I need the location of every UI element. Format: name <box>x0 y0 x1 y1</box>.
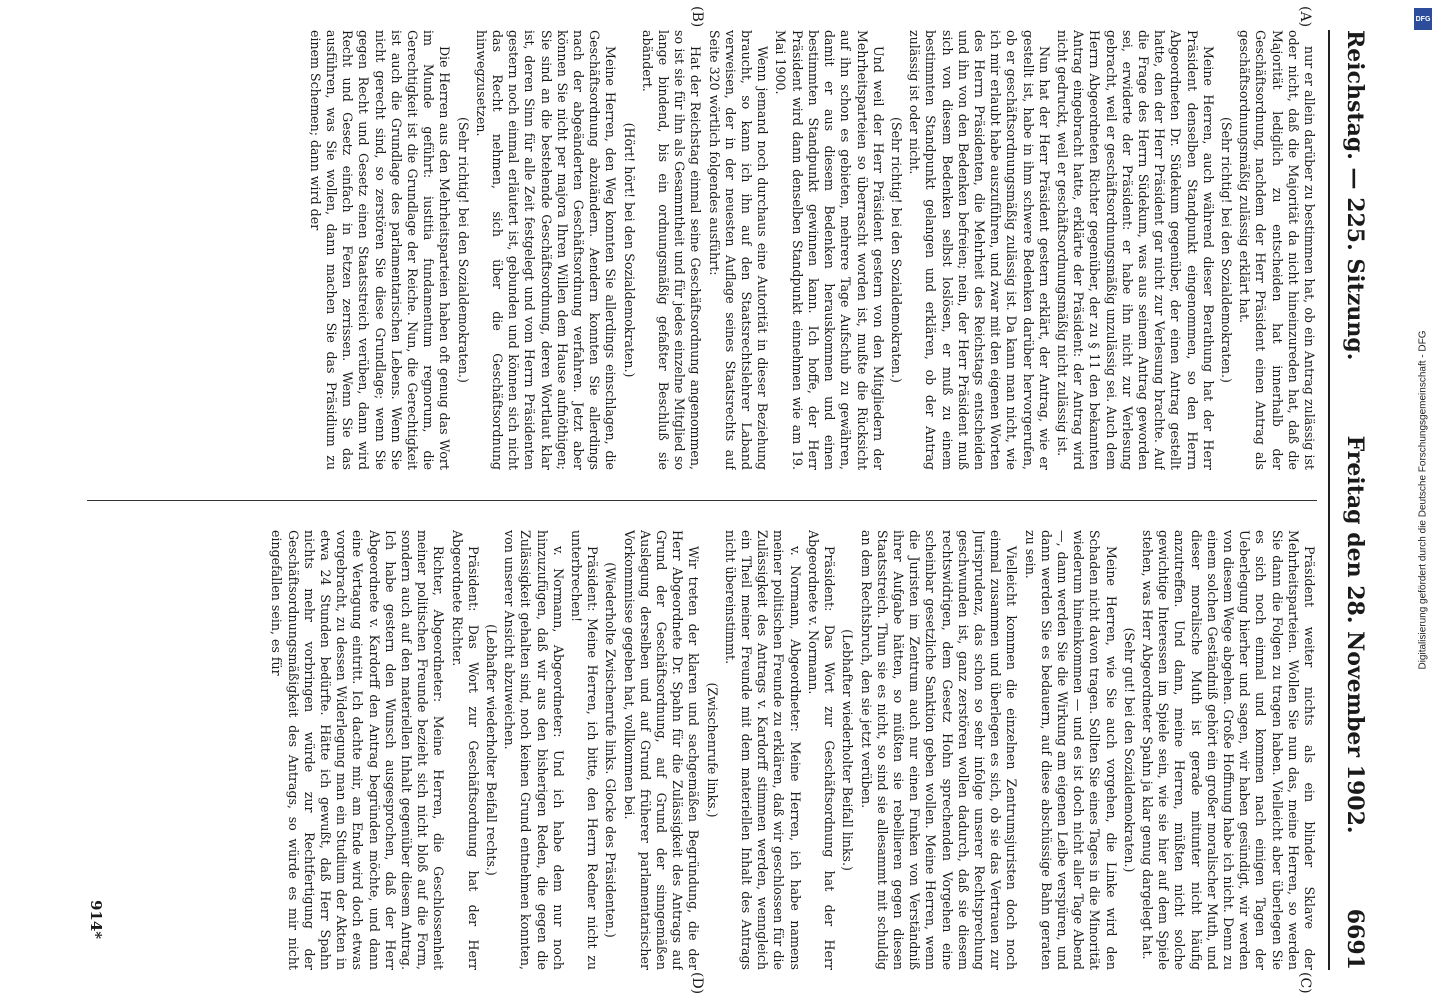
margin-marker-a: (A) <box>1297 6 1313 28</box>
header-left: Reichstag. — 225. Sitzung. <box>1342 30 1368 361</box>
left-column <box>87 30 1317 470</box>
interjection: (Sehr gut! bei den Sozialdemokraten.) <box>1121 627 1137 873</box>
paragraph: Nun hat der Herr Präsident gestern erklärt, der Antrag, wie er gestellt ist, habe in ihm schwere Bedenken darüber hervorgerufen, ob er geschäftsordnungsmäßig zulässig ist. Da kann man nicht, wie ich mir erlaubt habe auszuführen, und zwar mit den eigenen Worten des Herrn Präsidenten, die Mehrheit des Reichstags entscheiden und ihn von den Bedenken befreien; nein, der Herr Präsident muß sich von diesem Bedenken selbst loslösen, er muß zu einem bestimmten Standpunkt gelangen und erklären, ob der Antrag zulässig ist oder nicht. <box>907 30 1052 470</box>
paragraph: Präsident: Das Wort zur Geschäftsordnung hat der Herr Abgeordnete v. Normann. <box>805 530 838 970</box>
signature-number: 914* <box>87 900 105 940</box>
document-page <box>65 0 1405 1000</box>
paragraph: Präsident: Meine Herren, ich bitte, den Herrn Redner nicht zu unterbrechen! <box>569 530 601 970</box>
paragraph: Vielleicht kommen die einzelnen Zentrumsjuristen doch noch einmal zusammen und überlegen es sich, ob sie das Vertrauen zur Jurisprudenz, das schon so sehr infolge unserer Rechtsprechung geschwunden ist, ganz zerstören wollen dadurch, daß sie diesem rechtswidrigen, dem Gesetz Hohn sprechenden Vorgehen eine scheinbar gesetzliche Sanktion geben wollen. Meine Herren, wenn die Juristen im Zentrum auch nur einen Funken von Verständniß ihrer Aufgabe hätten, so müßten sie rebellieren gegen diesen Staatsstreich. Thun sie es nicht, so sind sie allesammt mit schuldig an dem Rechtsbruch, den sie jetzt verüben. <box>858 530 1020 970</box>
header-rule <box>1328 30 1330 970</box>
paragraph: Und weil der Herr Präsident gestern von den Mitgliedern der Mehrheitsparteien so überrascht worden ist, mußte die Rücksicht auf ihn schon es gebieten, mehrere Tage Aufschub zu gewähren, damit er aus diesem Bedenken herauskommen und einen bestimmten Standpunkt gewinnen kann. Ich hoffe, der Herr Präsident wird dann denselben Standpunkt einnehmen wie am 19. Mai 1900. <box>773 30 886 470</box>
paragraph: Richter, Abgeordneter: Meine Herren, die Geschlossenheit meiner politischen Freunde bezieht sich nicht bloß auf die Form, sondern auch auf den materiellen Inhalt gegenüber diesem Antrag. Ich habe gestern den Wunsch ausgesprochen, daß der Herr Abgeordnete v. Kardorff den Antrag begründen möchte, und dann eine Vertagung eintritt. Ich dachte mir, am Ende wird doch etwas vorgebracht, zu dessen Widerlegung man ein Studium der Akten in etwa 24 Stunden bedürfte. Hätte ich gewußt, daß Herr Spahn nichts mehr vorbringen würde zur Rechtfertigung der Geschäftsordnungsmäßigkeit des Antrags, so würde es mir nicht eingefallen sein, es für <box>269 530 447 970</box>
interjection: (Zwischenrufe links.) <box>704 682 720 818</box>
paragraph: Wenn jemand noch durchaus eine Autorität in dieser Beziehung braucht, so kann ich ihn auf den Staatsrechtslehrer Laband verweisen, der in der neuesten Auflage seines Staatsrechts auf Seite 320 wörtlich folgendes ausführt: <box>706 30 771 470</box>
paragraph: Meine Herren, auch während dieser Berathung hat der Herr Präsident denselben Standpunkt eingenommen, so den Herrn Abgeordneten Dr. Südekum gegenüber, der einen Antrag gestellt hatte, den der Herr Präsident gar nicht zur Verlesung brachte. Auf die Frage des Herrn Südekum, was aus seinem Antrag geworden sei, erwiderte der Präsident: er habe ihn nicht zur Verlesung gebracht, weil er geschäftsordnungsmäßig unzulässig sei. Auch dem Herrn Abgeordneten Richter gegenüber, der zu § 11 den bekannten Antrag eingebracht hatte, erklärte der Präsident: der Antrag wird nicht gedruckt, weil er geschäftsordnungsmäßig nicht zulässig ist. <box>1054 30 1216 470</box>
margin-marker-c: (C) <box>1297 972 1313 994</box>
margin-marker-b: (B) <box>689 6 705 28</box>
paragraph: Die Herren aus den Mehrheitsparteien haben oft genug das Wort im Munde geführt: iustitia fundamentum regnorum, die Gerechtigkeit ist die Grundlage der Reiche. Nun, die Gerechtigkeit ist auch die Grundlage des parlamentarischen Lebens. Wenn Sie nicht gerecht sind, so zerstören Sie diese Grundlage; wenn Sie gegen Recht und Gesetz einen Staatsstreich verüben, dann wird Recht und Gesetz einfach in Fetzen zerrissen. Wenn Sie das ausführen, was Sie wollen, dann machen Sie das Präsidium zu einem Schemen; dann wird der <box>307 30 453 470</box>
paragraph: v. Normann, Abgeordneter: Und ich habe dem nur noch hinzuzufügen, daß wir aus den bisherigen Reden, die gegen die Zulässigkeit gehalten sind, noch keinen Grund entnehmen konnten, von unserer Ansicht abzuweichen. <box>502 530 566 970</box>
header-date: Freitag den 28. November 1902. <box>1342 435 1368 834</box>
interjection: (Lebhafter wiederholter Beifall links.) <box>840 629 856 871</box>
rotated-page-content <box>65 0 1405 1000</box>
interjection: (Wiederholte Zwischenrufe links. Glocke des Präsidenten.) <box>603 562 619 938</box>
header-page-number: 6691 <box>1342 908 1368 970</box>
digitization-note <box>1412 0 1434 1000</box>
interjection: (Sehr richtig! bei den Sozialdemokraten.) <box>888 117 904 383</box>
paragraph: Meine Herren, den Weg konnten Sie allerdings einschlagen, die Geschäftsordnung abzuändern. Aendern konnten Sie allerdings nach der abgeänderten Geschäftsordnung verfahren. Jetzt aber können Sie nicht per majora Ihren Willen dem Hause aufnöthigen; Sie sind an die bestehende Geschäftsordnung, deren Wortlaut klar ist, deren Sinn für alle Zeit festgelegt und vom Herrn Präsidenten gestern noch einmal erläutert ist, gebunden und können sich nicht das Recht nehmen, sich über die Geschäftsordnung hinwegzusetzen. <box>473 30 619 470</box>
paragraph: Wir treten der klaren und sachgemäßen Begründung, die der Herr Abgeordnete Dr. Spahn für die Zulässigkeit des Antrags auf Grund der Geschäftsordnung, auf Grund der sinngemäßen Auslegung derselben und auf Grund früherer parlamentarischer Vorkommnisse gegeben hat, vollkommen bei. <box>621 530 702 970</box>
interjection: (Sehr richtig! bei den Sozialdemokraten.) <box>1218 117 1234 383</box>
column-divider <box>87 500 1317 501</box>
interjection: (Sehr richtig! bei den Sozialdemokraten.) <box>455 117 471 383</box>
page-header <box>1335 30 1375 970</box>
right-column <box>87 530 1317 970</box>
dfg-logo: DFG <box>1414 8 1432 30</box>
margin-marker-d: (D) <box>689 972 705 995</box>
interjection: (Hört! hört! bei den Sozialdemokraten.) <box>621 122 637 378</box>
paragraph: Präsident weiter nichts als ein blinder Sklave der Mehrheitsparteien. Wollen Sie nun das, meine Herren, so werden Sie dann die Folgen zu tragen haben. Vielleicht aber überlegen Sie es sich noch einmal und kommen nach einigen Tagen der Ueberlegung hierher und sagen, wir haben gesündigt, wir werden von diesem Wege abgehen. Große Hoffnung habe ich nicht. Denn zu einem solchen Geständniß gehört ein großer moralischer Muth, und dieser moralische Muth ist gerade mitunter nicht häufig anzutreffen. Und dann, meine Herren, müßten nicht solche gewichtige Interessen im Spiele sein, wie sie hier auf dem Spiele stehen, was Herr Abgeordneter Spahn ja klar genug dargelegt hat. <box>1139 530 1317 970</box>
quotation: Hat der Reichstag einmal seine Geschäftsordnung angenommen, so ist sie für ihn als Gesammtheit und für jedes einzelne Mitglied so lange bindend, bis ein ordnungsmäßig gefaßter Beschluß sie abändert. <box>639 30 704 470</box>
interjection: (Lebhafter wiederholter Beifall rechts.) <box>484 624 500 876</box>
digitization-note-text: Digitalisierung gefördert durch die Deutsche Forschungsgemeinschaft - DFG <box>1417 330 1429 670</box>
paragraph: Präsident: Das Wort zur Geschäftsordnung hat der Herr Abgeordnete Richter. <box>449 530 481 970</box>
paragraph: nur er allein darüber zu bestimmen hat, ob ein Antrag zulässig ist oder nicht, daß die Majorität da nicht hineinzureden hat, daß die Majorität lediglich zu entscheiden hat innerhalb der Geschäftsordnung, nachdem der Herr Präsident einen Antrag als geschäftsordnungsmäßig zulässig erklärt hat. <box>1237 30 1317 470</box>
paragraph: Meine Herren, wie Sie auch vorgehen, die Linke wird den Schaden nicht davon tragen. Sollten Sie eines Tages in die Minorität wiederum hineinkommen — und es ist doch nicht aller Tage Abend —, dann werden Sie die Wirkung am eigenen Leibe verspüren, und dann werden Sie es bedauern, auf diese abschüssige Bahn geraten zu sein. <box>1022 530 1119 970</box>
paragraph: v. Normann, Abgeordneter: Meine Herren, ich habe namens meiner politischen Freunde zu erklären, daß wir geschlossen für die Zulässigkeit des Antrags v. Kardorff stimmen werden, wenngleich ein Theil meiner Freunde mit dem materiellen Inhalt des Antrags nicht übereinstimmt. <box>722 530 803 970</box>
